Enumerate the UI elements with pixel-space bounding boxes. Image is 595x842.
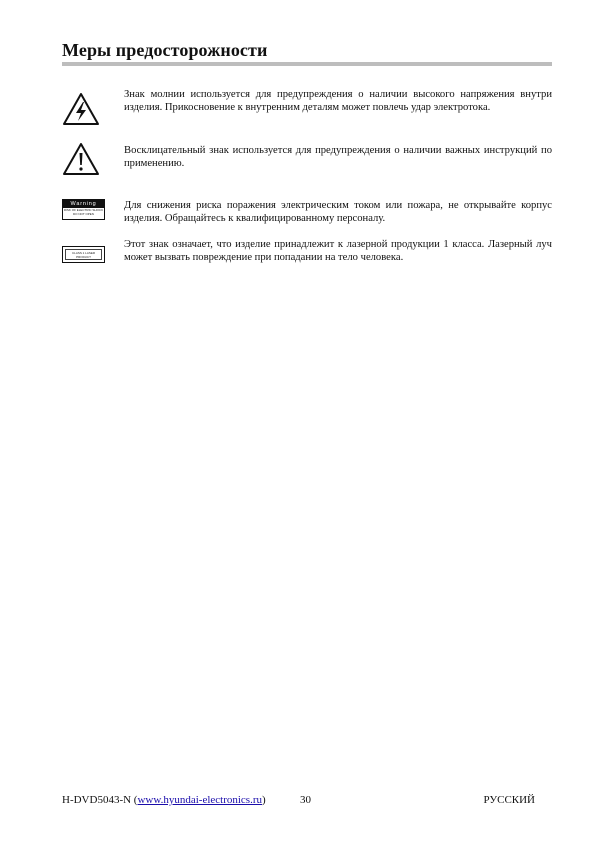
exclamation-triangle-icon [62, 142, 100, 176]
footer-language: РУССКИЙ [483, 794, 535, 806]
warning-label-text: RISK OF ELECTRIC SHOCK DO NOT OPEN [63, 208, 104, 216]
exclamation-description: Восклицательный знак используется для предупреждения о наличии важных инструкций по применению. [124, 145, 552, 170]
footer-page-number: 30 [300, 794, 311, 806]
lightning-description: Знак молнии используется для предупреждения о наличии высокого напряжения внутри изделия. Прикосновение к внутренним деталям может повлечь удар электротока. [124, 89, 552, 114]
warning-label-icon [62, 199, 105, 220]
laser-label-text: CLASS 1 LASER PRODUCT [65, 249, 102, 260]
warning-description: Для снижения риска поражения электрическим током или пожара, не открывайте корпус изделия. Обращайтесь к квалифицированному персоналу. [124, 200, 552, 225]
warning-label-title: Warning [63, 200, 104, 208]
title-underline [62, 62, 552, 66]
footer-model [62, 793, 266, 807]
footer-model-text: H-DVD5043-N ( [62, 794, 138, 806]
laser-class-label-icon [62, 246, 105, 263]
page-title: Меры предосторожности [62, 40, 268, 60]
laser-description: Этот знак означает, что изделие принадлежит к лазерной продукции 1 класса. Лазерный луч может вызвать повреждение при попадании на тело человека. [124, 239, 552, 264]
lightning-triangle-icon [62, 92, 100, 126]
footer-model-end: ) [262, 794, 266, 806]
footer-website-link[interactable]: www.hyundai-electronics.ru [137, 794, 262, 806]
